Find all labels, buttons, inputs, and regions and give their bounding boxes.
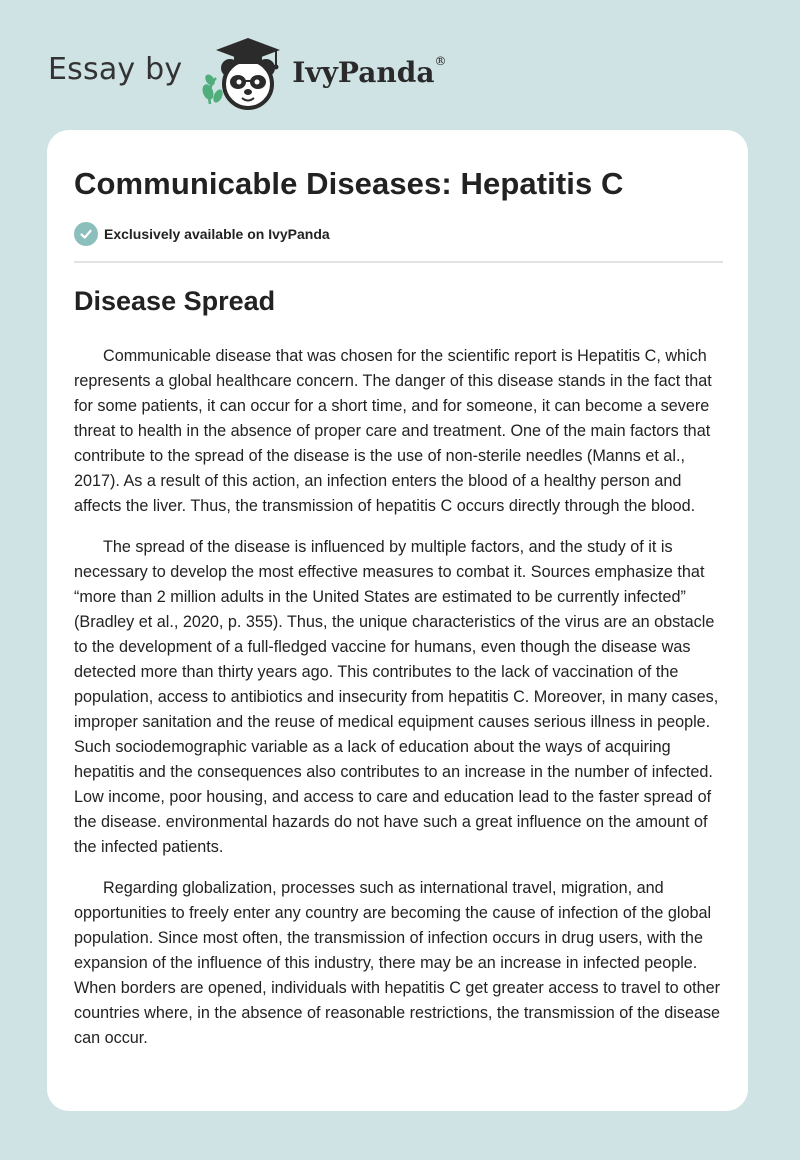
title-divider [74, 261, 723, 263]
panda-graduate-logo-icon[interactable] [196, 34, 286, 110]
registered-mark: ® [434, 54, 447, 69]
brand-name[interactable]: IvyPanda® [292, 54, 447, 89]
exclusive-badge [74, 222, 330, 246]
paragraph: The spread of the disease is influenced by multiple factors, and the study of it is necessary to develop the most effective measures to combat it. Sources emphasize that “more than 2 million adults in the United States are estimated to be currently infected” (Bradley et al., 2020, p. 355). Thus, the unique characteristics of the virus are an obstacle to the development of a full-fledged vaccine for humans, even though the disease was detected more than thirty years ago. This contributes to the lack of vaccination of the population, access to antibiotics and insecurity from hepatitis C. Moreover, in many cases, improper sanitation and the reuse of medical equipment causes serious illness in people. Such sociodemographic variable as a lack of education about the ways of acquiring hepatitis and the consequences also contributes to an increase in the number of infected. Low income, poor housing, and access to care and education lead to the faster spread of the disease. environmental hazards do not have such a great influence on the amount of the infected patients. [74, 538, 719, 856]
exclusive-badge-text: Exclusively available on IvyPanda [104, 226, 330, 242]
paragraph: Communicable disease that was chosen for the scientific report is Hepatitis C, which represents a global healthcare concern. The danger of this disease stands in the fact that for some patients, it can occur for a short time, and for someone, it can become a severe threat to health in the absence of proper care and treatment. One of the main factors that contribute to the spread of the disease is the use of non-sterile needles (Manns et al., 2017). As a result of this action, an infection enters the blood of a healthy person and affects the liver. Thus, the transmission of hepatitis C occurs directly through the blood. [74, 347, 712, 515]
site-header [48, 34, 446, 110]
page-title: Communicable Diseases: Hepatitis C [74, 166, 624, 201]
essay-by-label: Essay by [48, 51, 183, 87]
paragraph: Regarding globalization, processes such as international travel, migration, and opportunities to freely enter any country are becoming the cause of infection of the global population. Since most often, the transmission of infection occurs in drug users, with the expansion of the influence of this industry, there may be an increase in infected people. When borders are opened, individuals with hepatitis C get greater access to travel to other countries where, in the absence of reasonable restrictions, the transmission of the disease can occur. [74, 879, 721, 1047]
section-heading: Disease Spread [74, 286, 276, 316]
essay-body [74, 344, 726, 1067]
check-circle-icon [74, 222, 98, 246]
essay-card [47, 130, 748, 1111]
